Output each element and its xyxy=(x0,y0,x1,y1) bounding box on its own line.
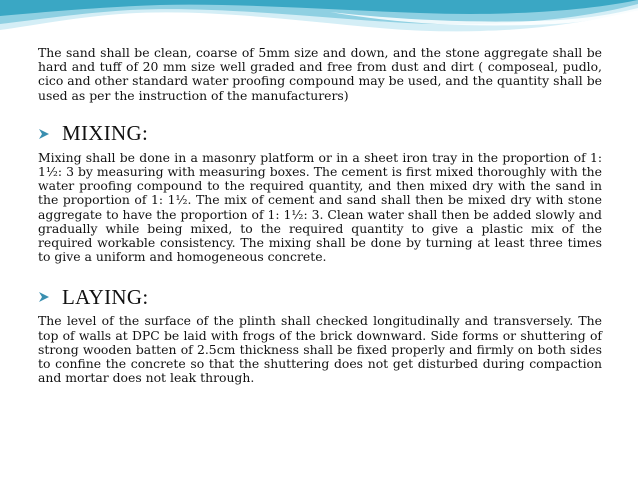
section-heading-text: LAYING: xyxy=(62,284,149,309)
mixing-paragraph: Mixing shall be done in a masonry platform or in a sheet iron tray in the proportion of 1: 1½: 3 by measuring with measuring boxes. The cement is first mixed thoroughly with the water proofing compound to the required quantity, and then mixed dry with the sand in the proportion of 1: 1½. The mix of cement and sand shall then be mixed dry with stone aggregate to have the proportion of 1: 1½: 3. Clean water shall then be added slowly and gradually while being mixed, to the required quantity to give a plastic mix of the required workable consistency. The mixing shall be done by turning at least three times to give a uniform and homogeneous concrete. xyxy=(38,149,602,265)
arrow-bullet-icon xyxy=(38,127,52,141)
laying-paragraph: The level of the surface of the plinth shall checked longitudinally and transversely. The top of walls at DPC be laid with frogs of the brick downward. Side forms or shuttering of strong wooden batten of 2.5cm thickness shall be fixed properly and firmly on both sides to confine the concrete so that the shuttering does not get disturbed during compaction and mortar does not leak through. xyxy=(38,313,602,386)
intro-paragraph: The sand shall be clean, coarse of 5mm size and down, and the stone aggregate shall be hard and tuff of 20 mm size well graded and free from dust and dirt ( composeal, pudlo, cico and other standard water proofing compound may be used, and the quantity shall be used as per the instruction of the manufacturers) xyxy=(38,45,602,103)
section-heading-laying xyxy=(38,280,602,314)
slide-content xyxy=(38,46,602,385)
arrow-bullet-icon xyxy=(38,290,52,304)
section-heading-text: MIXING: xyxy=(62,121,149,146)
section-heading-mixing xyxy=(38,117,602,151)
